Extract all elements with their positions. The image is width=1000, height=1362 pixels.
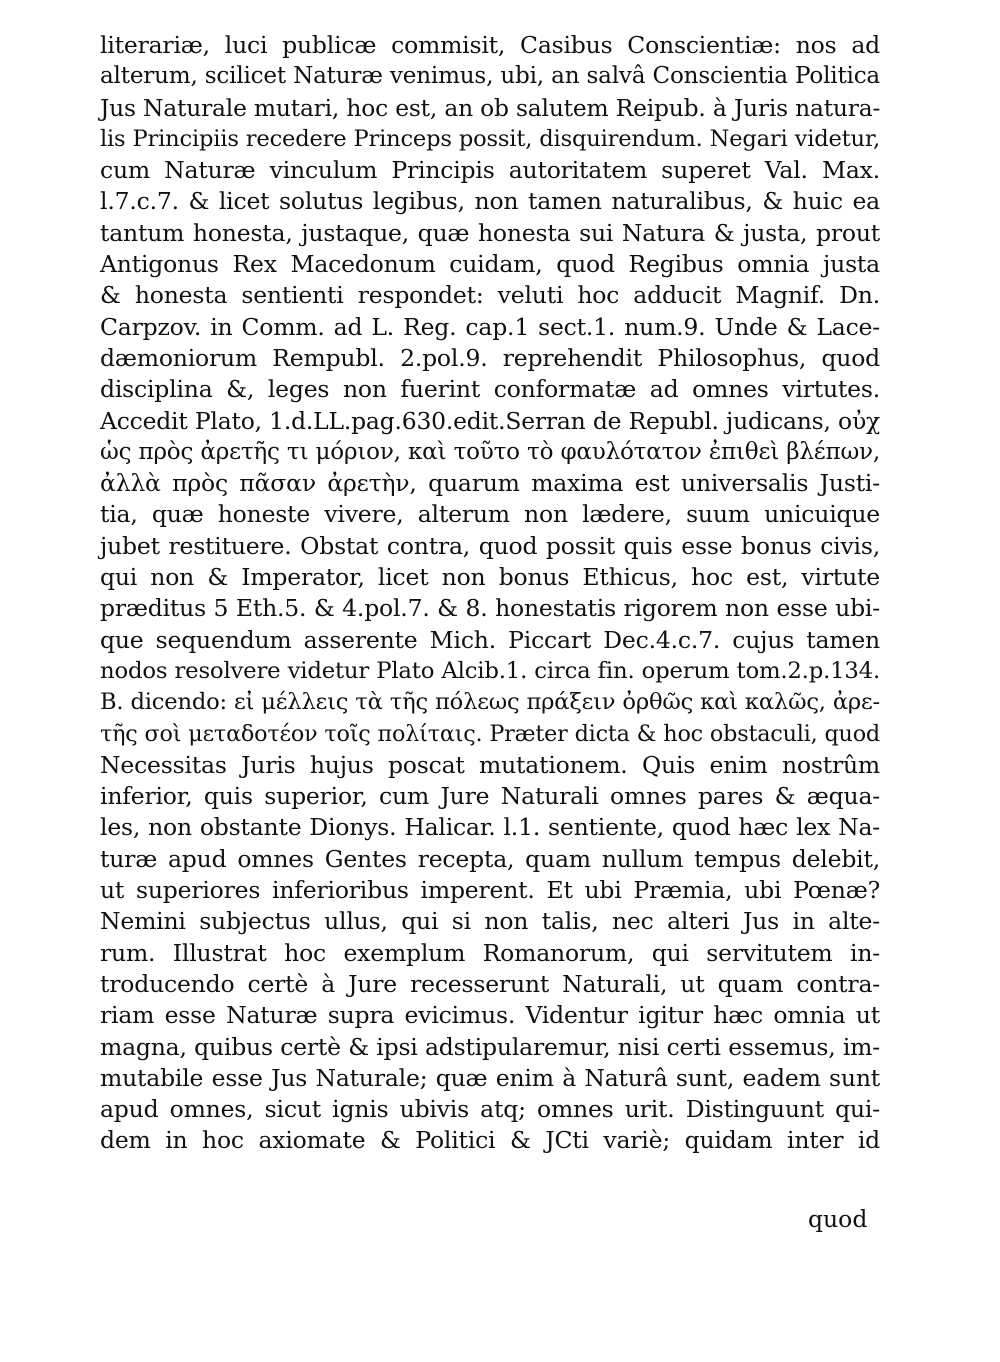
- text-line: ἀλλὰ πρὸς πᾶσαν ἀρετὴν, quarum maxima est universalis Justi-: [100, 469, 880, 498]
- text-line: riam esse Naturæ supra evicimus. Videntur igitur hæc omnia ut: [100, 1001, 880, 1030]
- text-line: jubet restituere. Obstat contra, quod possit quis esse bonus civis,: [100, 531, 880, 560]
- text-line: troducendo certè à Jure recesserunt Naturali, ut quam contra-: [100, 969, 880, 998]
- text-line: disciplina &, leges non fuerint conformatæ ad omnes virtutes.: [100, 375, 880, 404]
- text-line: τῆς σοὶ μεταδοτέον τοῖς πολίταις. Præter dicta & hoc obstaculi, quod: [100, 720, 880, 747]
- text-line: Jus Naturale mutari, hoc est, an ob salutem Reipub. à Juris natura-: [100, 93, 881, 122]
- text-line: mutabile esse Jus Naturale; quæ enim à Naturâ sunt, eadem sunt: [100, 1063, 880, 1092]
- text-line: tantum honesta, justaque, quæ honesta sui Natura & justa, prout: [100, 218, 880, 247]
- text-line: qui non & Imperator, licet non bonus Ethicus, hoc est, virtute: [100, 563, 880, 592]
- text-line: tia, quæ honeste vivere, alterum non lædere, suum unicuique: [100, 500, 880, 529]
- text-line: ut superiores inferioribus imperent. Et ubi Præmia, ubi Pœnæ?: [100, 876, 880, 905]
- text-line: dæmoniorum Rempubl. 2.pol.9. reprehendit Philosophus, quod: [100, 343, 880, 372]
- body-text: [100, 30, 880, 1157]
- catchword: quod: [808, 1205, 868, 1233]
- text-line: Necessitas Juris hujus poscat mutationem. Quis enim nostrûm: [100, 750, 880, 779]
- text-line: lis Principiis recedere Princeps possit, disquirendum. Negari videtur,: [100, 125, 880, 152]
- text-line: cum Naturæ vinculum Principis autoritatem superet Val. Max.: [100, 156, 880, 185]
- text-line: l.7.c.7. & licet solutus legibus, non tamen naturalibus, & huic ea: [100, 187, 880, 216]
- text-line: magna, quibus certè & ipsi adstipularemur, nisi certi essemus, im-: [100, 1032, 880, 1061]
- text-line: Carpzov. in Comm. ad L. Reg. cap.1 sect.1. num.9. Unde & Lace-: [100, 312, 880, 341]
- text-line: alterum, scilicet Naturæ venimus, ubi, an salvâ Conscientia Politica: [100, 63, 880, 90]
- text-line: literariæ, luci publicæ commisit, Casibus Conscientiæ: nos ad: [100, 31, 880, 59]
- text-line: inferior, quis superior, cum Jure Naturali omnes pares & æqua-: [100, 782, 880, 811]
- text-line: B. dicendo: εἰ μέλλεις τὰ τῆς πόλεως πράξειν ὀρθῶς καὶ καλῶς, ἀρε-: [100, 689, 880, 716]
- text-line: apud omnes, sicut ignis ubivis atq; omnes urit. Distinguunt qui-: [100, 1095, 880, 1124]
- text-line: dem in hoc axiomate & Politici & JCti variè; quidam inter id: [100, 1126, 880, 1155]
- text-line: nodos resolvere videtur Plato Alcib.1. circa fin. operum tom.2.p.134.: [100, 657, 880, 684]
- text-line: les, non obstante Dionys. Halicar. l.1. sentiente, quod hæc lex Na-: [100, 813, 880, 842]
- text-line: Accedit Plato, 1.d.LL.pag.630.edit.Serran de Republ. judicans, οὐχ: [100, 406, 880, 435]
- greek-text-line: ὡς πρὸς ἀρετῆς τι μόριον, καὶ τοῦτο τὸ φαυλότατον ἐπιθεὶ βλέπων,: [100, 438, 880, 465]
- text-line: rum. Illustrat hoc exemplum Romanorum, qui servitutem in-: [100, 938, 880, 967]
- text-line: præditus 5 Eth.5. & 4.pol.7. & 8. honestatis rigorem non esse ubi-: [100, 594, 880, 623]
- text-line: & honesta sentienti respondet: veluti hoc adducit Magnif. Dn.: [100, 281, 880, 310]
- text-line: turæ apud omnes Gentes recepta, quam nullum tempus delebit,: [100, 844, 880, 873]
- text-line: que sequendum asserente Mich. Piccart Dec.4.c.7. cujus tamen: [100, 625, 880, 654]
- text-line: Antigonus Rex Macedonum cuidam, quod Regibus omnia justa: [100, 250, 880, 279]
- text-line: Nemini subjectus ullus, qui si non talis, nec alteri Jus in alte-: [100, 907, 880, 936]
